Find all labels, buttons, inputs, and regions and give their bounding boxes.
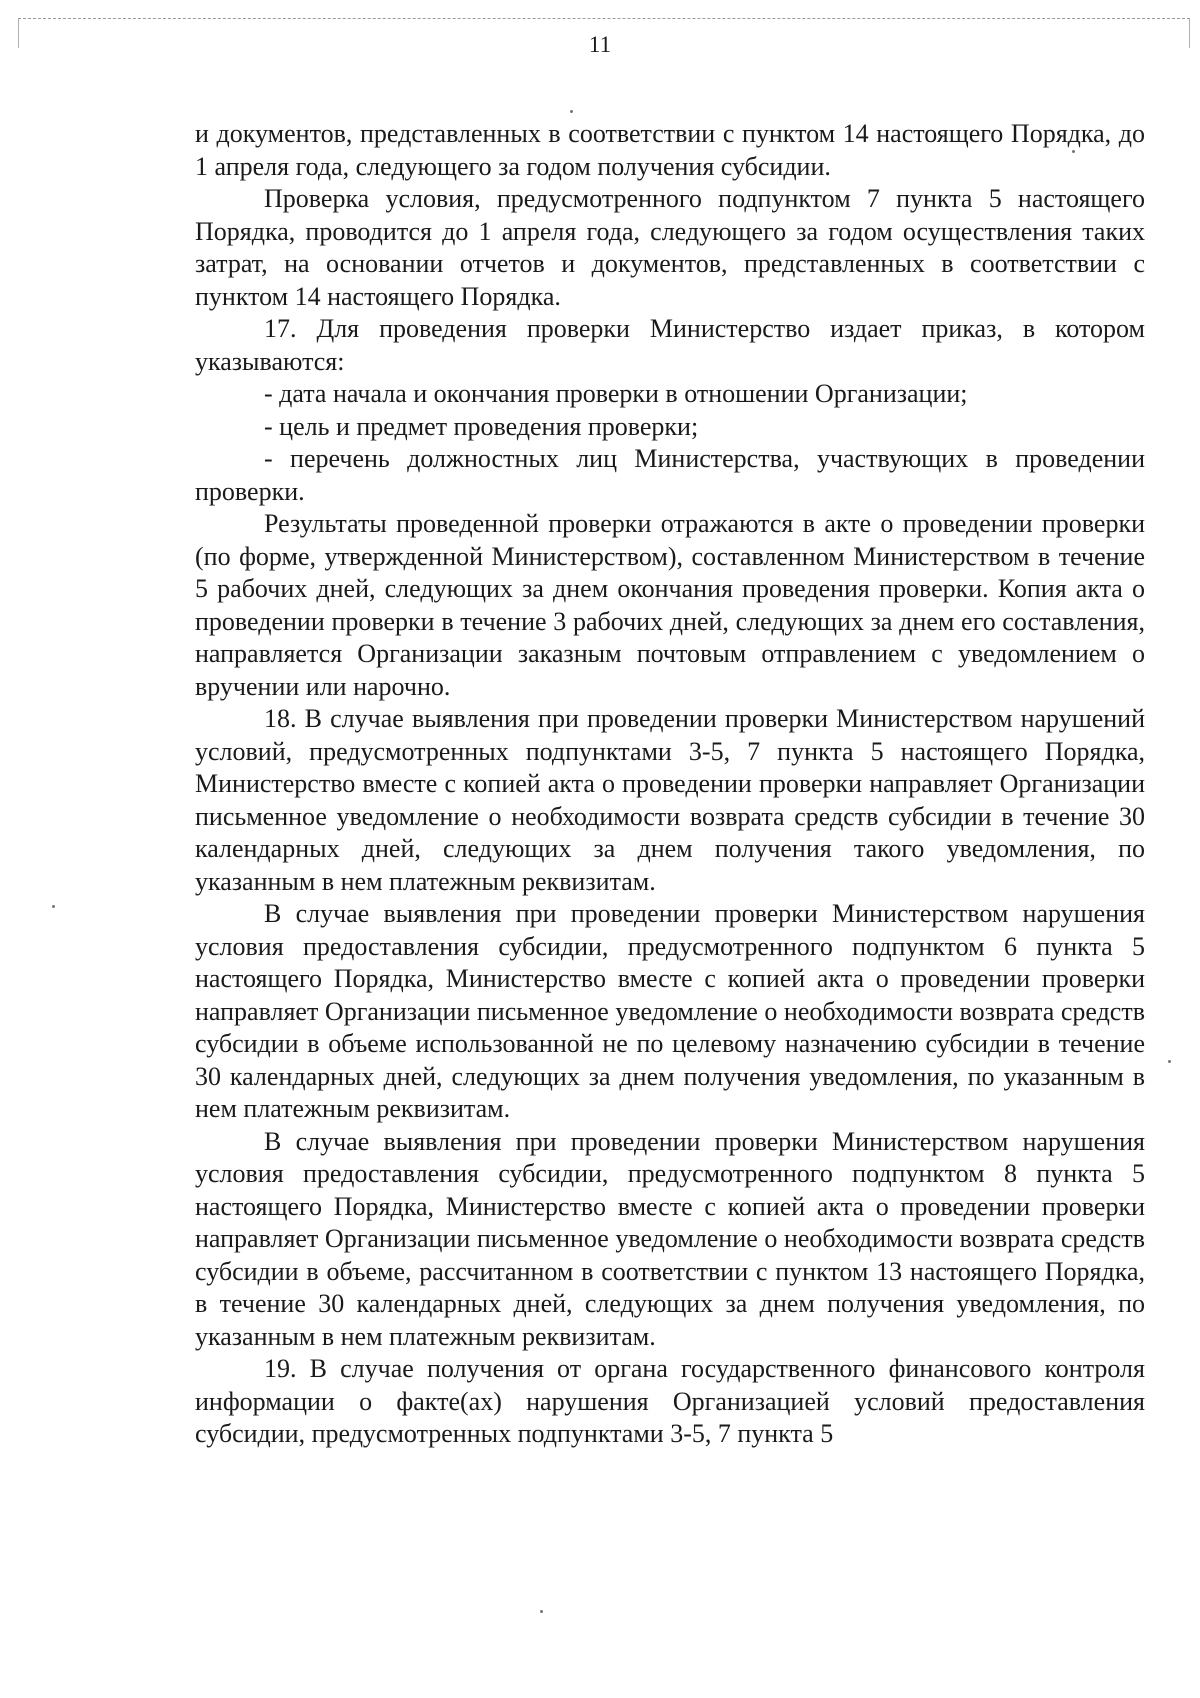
paragraph-continuation: и документов, представленных в соответствии с пунктом 14 настоящего Порядка, до 1 апреля года, следующего за годом получения субсидии. (195, 119, 1145, 181)
scan-speck (52, 905, 55, 908)
list-item-dates: - дата начала и окончания проверки в отношении Организации; (264, 379, 968, 408)
list-item-purpose: - цель и предмет проведения проверки; (264, 411, 699, 441)
scan-speck (540, 1610, 543, 1613)
scan-speck (570, 110, 573, 113)
paragraph-subitem-8-violation: В случае выявления при проведении проверки Министерством нарушения условия предоставления субсидии, предусмотренного подпунктом 8 пункта 5 настоящего Порядка, Министерство вместе с копией акта о проведении проверки направляет Организации письменное уведомление о необходимости возврата средств субсидии в объеме, рассчитанном в соответствии с пунктом 13 настоящего Порядка, в течение 30 календарных дней, следующих за днем получения уведомления, по указанным в нем платежным реквизитам. (195, 1126, 1145, 1351)
paragraph-verification-condition: Проверка условия, предусмотренного подпунктом 7 пункта 5 настоящего Порядка, проводится до 1 апреля года, следующего за годом осуществления таких затрат, на основании отчетов и документов, представленных в соответствии с пунктом 14 настоящего Порядка. (195, 184, 1145, 311)
list-item-officials: - перечень должностных лиц Министерства, участвующих в проведении проверки. (195, 444, 1145, 506)
scan-edge-line (18, 18, 1190, 19)
paragraph-17-order: 17. Для проведения проверки Министерство издает приказ, в котором указываются: (195, 314, 1145, 376)
scan-speck (1168, 1060, 1171, 1063)
paragraph-subitem-6-violation: В случае выявления при проведении проверки Министерством нарушения условия предоставления субсидии, предусмотренного подпунктом 6 пункта 5 настоящего Порядка, Министерство вместе с копией акта о проведении проверки направляет Организации письменное уведомление о необходимости возврата средств субсидии в объеме использованной не по целевому назначению субсидии в течение 30 календарных дней, следующих за днем получения уведомления, по указанным в нем платежным реквизитам. (195, 899, 1145, 1123)
scan-speck (1072, 150, 1075, 153)
paragraph-19-financial-control: 19. В случае получения от органа государственного финансового контроля информации о факте(ах) нарушения Организацией условий предоставления субсидии, предусмотренных подпунктами 3-5, 7 пункта 5 (195, 1354, 1145, 1448)
document-body (195, 118, 1145, 1451)
paragraph-18-violations: 18. В случае выявления при проведении проверки Министерством нарушений условий, предусмотренных подпунктами 3-5, 7 пункта 5 настоящего Порядка, Министерство вместе с копией акта о проведении проверки направляет Организации письменное уведомление о необходимости возврата средств субсидии в течение 30 календарных дней, следующих за днем получения такого уведомления, по указанным в нем платежным реквизитам. (195, 704, 1145, 896)
page-number: 11 (588, 32, 612, 57)
paragraph-results-act: Результаты проведенной проверки отражаются в акте о проведении проверки (по форме, утвержденной Министерством), составленном Министерством в течение 5 рабочих дней, следующих за днем окончания проведения проверки. Копия акта о проведении проверки в течение 3 рабочих дней, следующих за днем его составления, направляется Организации заказным почтовым отправлением с уведомлением о вручении или нарочно. (195, 509, 1145, 701)
